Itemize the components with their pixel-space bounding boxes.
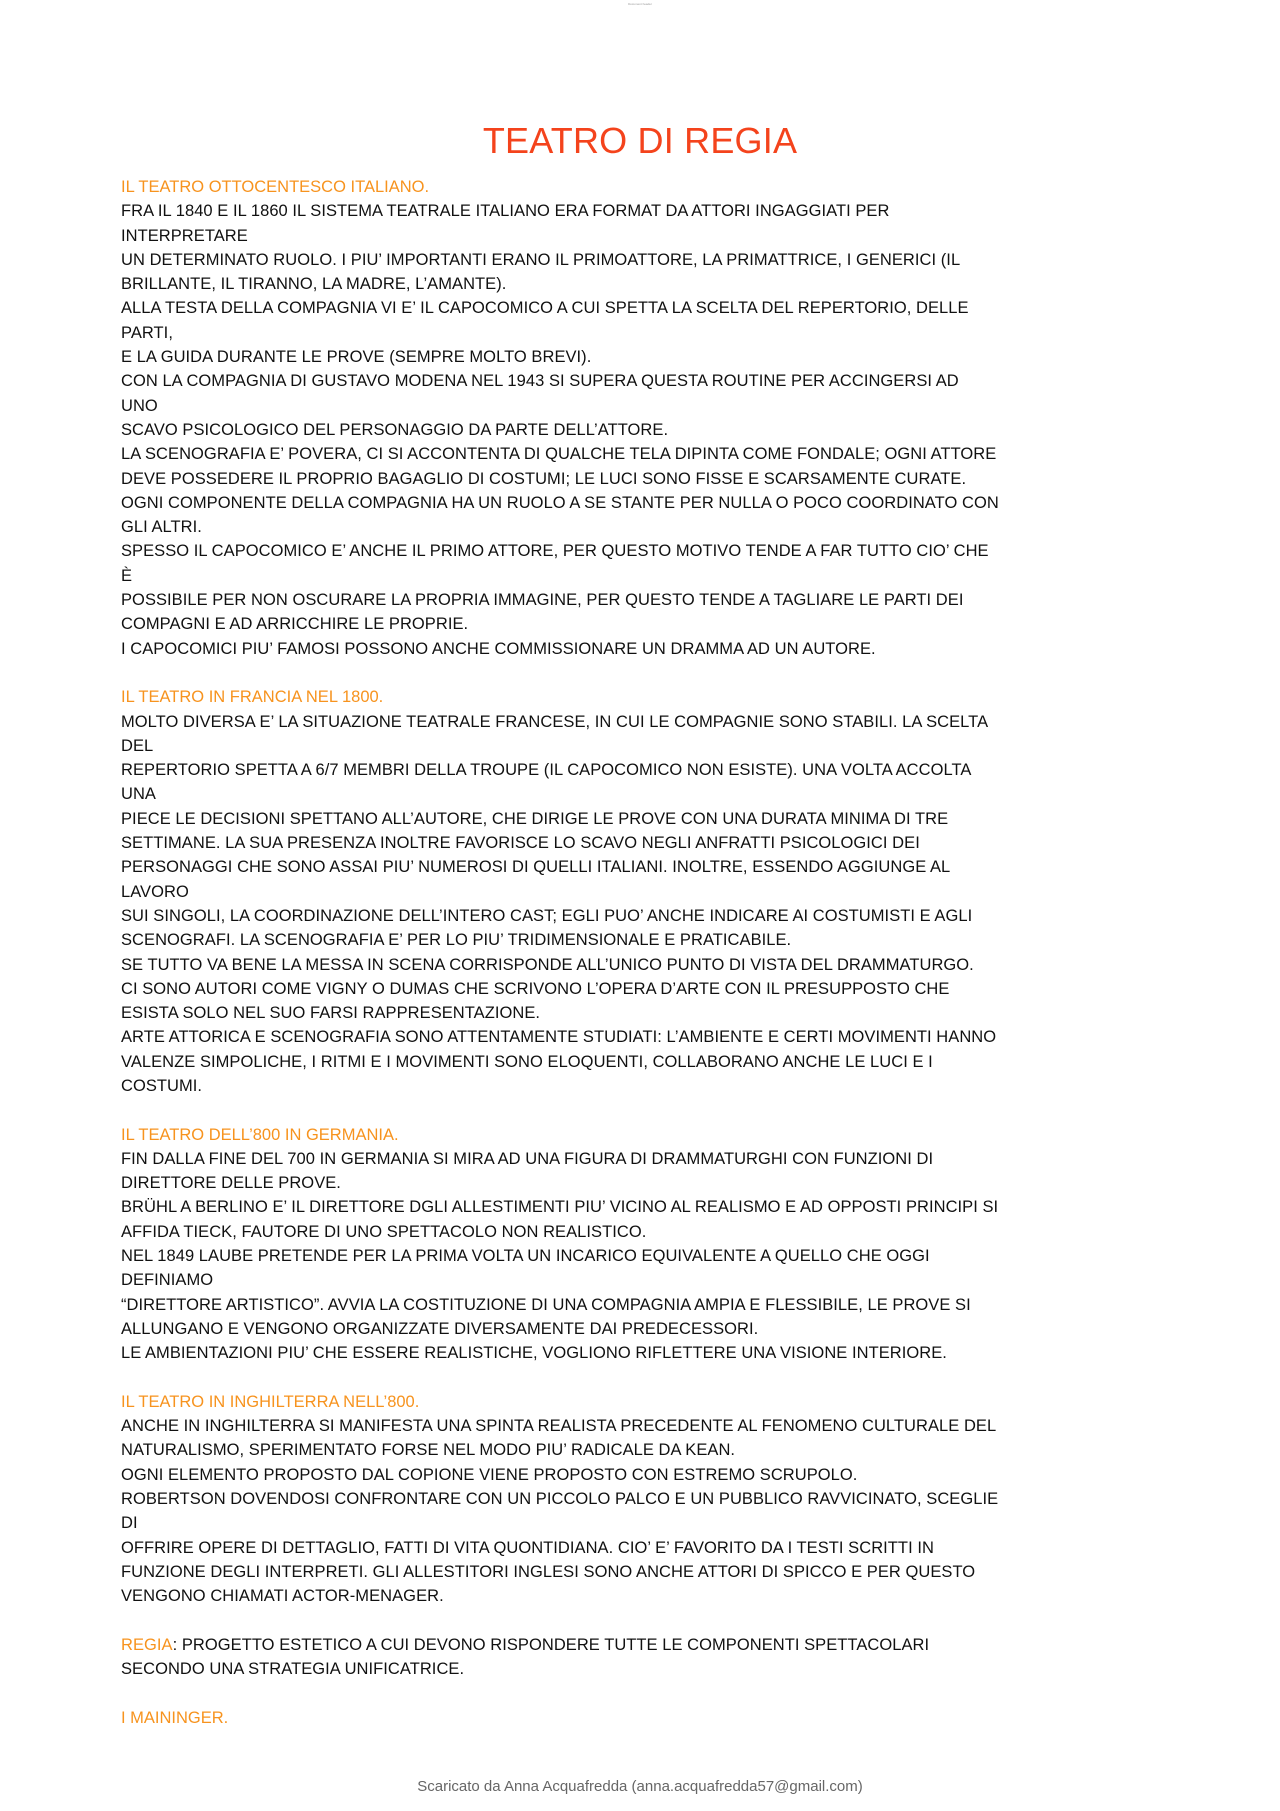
text-line: SUI SINGOLI, LA COORDINAZIONE DELL’INTERO CAST; EGLI PUO’ ANCHE INDICARE AI COSTUMISTI E AGLI (121, 906, 973, 925)
text-line: DIRETTORE DELLE PROVE. (121, 1174, 341, 1193)
text-line: BRÜHL A BERLINO E’ IL DIRETTORE DGLI ALLESTIMENTI PIU’ VICINO AL REALISMO E AD OPPOSTI PRINCIPI SI (121, 1198, 999, 1217)
text-line: ALLA TESTA DELLA COMPAGNIA VI E’ IL CAPOCOMICO A CUI SPETTA LA SCELTA DEL REPERTORIO, DELLE (121, 299, 969, 318)
section-francia (121, 685, 1171, 1098)
spacer (121, 1366, 1171, 1390)
text-line: I CAPOCOMICI PIU’ FAMOSI POSSONO ANCHE COMMISSIONARE UN DRAMMA AD UN AUTORE. (121, 639, 876, 658)
text-line: MOLTO DIVERSA E’ LA SITUAZIONE TEATRALE FRANCESE, IN CUI LE COMPAGNIE SONO STABILI. LA SCELTA (121, 712, 989, 731)
document-body (121, 175, 1171, 1730)
text-line: LE AMBIENTAZIONI PIU’ CHE ESSERE REALISTICHE, VOGLIONO RIFLETTERE UNA VISIONE INTERIORE. (121, 1344, 947, 1363)
regia-definition-text: : PROGETTO ESTETICO A CUI DEVONO RISPONDERE TUTTE LE COMPONENTI SPETTACOLARI (172, 1635, 930, 1654)
text-line: UNO (121, 396, 158, 415)
section-italia (121, 175, 1171, 661)
regia-line (121, 1633, 1171, 1657)
spacer (121, 1681, 1171, 1705)
text-line: FRA IL 1840 E IL 1860 IL SISTEMA TEATRALE ITALIANO ERA FORMAT DA ATTORI INGAGGIATI PER (121, 202, 890, 221)
text-line: OFFRIRE OPERE DI DETTAGLIO, FATTI DI VITA QUONTIDIANA. CIO’ E’ FAVORITO DA I TESTI SCRITTI IN (121, 1538, 934, 1557)
text-line: “DIRETTORE ARTISTICO”. AVVIA LA COSTITUZIONE DI UNA COMPAGNIA AMPIA E FLESSIBILE, LE PROVE SI (121, 1295, 971, 1314)
text-line: GLI ALTRI. (121, 518, 202, 537)
text-line: ARTE ATTORICA E SCENOGRAFIA SONO ATTENTAMENTE STUDIATI: L’AMBIENTE E CERTI MOVIMENTI HANNO (121, 1028, 997, 1047)
text-line: UNA (121, 785, 156, 804)
text-line: SECONDO UNA STRATEGIA UNIFICATRICE. (121, 1660, 465, 1679)
section-inghilterra (121, 1390, 1171, 1609)
page-title: TEATRO DI REGIA (482, 120, 798, 161)
section-heading-maininger: I MAININGER. (121, 1708, 229, 1727)
text-line: LAVORO (121, 882, 189, 901)
text-line: DEVE POSSEDERE IL PROPRIO BAGAGLIO DI COSTUMI; LE LUCI SONO FISSE E SCARSAMENTE CURATE. (121, 469, 967, 488)
section-heading: IL TEATRO OTTOCENTESCO ITALIANO. (121, 178, 430, 196)
text-line: NEL 1849 LAUBE PRETENDE PER LA PRIMA VOLTA UN INCARICO EQUIVALENTE A QUELLO CHE OGGI (121, 1247, 930, 1266)
text-line: SCENOGRAFI. LA SCENOGRAFIA E’ PER LO PIU’ TRIDIMENSIONALE E PRATICABILE. (121, 931, 792, 950)
text-line: LA SCENOGRAFIA E’ POVERA, CI SI ACCONTENTA DI QUALCHE TELA DIPINTA COME FONDALE; OGNI ATTORE (121, 445, 997, 464)
text-line: UN DETERMINATO RUOLO. I PIU’ IMPORTANTI ERANO IL PRIMOATTORE, LA PRIMATTRICE, I GENERICI (IL (121, 250, 961, 269)
text-line: OGNI ELEMENTO PROPOSTO DAL COPIONE VIENE PROPOSTO CON ESTREMO SCRUPOLO. (121, 1465, 858, 1484)
text-line: COSTUMI. (121, 1076, 203, 1095)
text-line: ROBERTSON DOVENDOSI CONFRONTARE CON UN PICCOLO PALCO E UN PUBBLICO RAVVICINATO, SCEGLIE (121, 1490, 999, 1509)
text-line: ANCHE IN INGHILTERRA SI MANIFESTA UNA SPINTA REALISTA PRECEDENTE AL FENOMENO CULTURALE DEL (121, 1417, 997, 1436)
text-line: REPERTORIO SPETTA A 6/7 MEMBRI DELLA TROUPE (IL CAPOCOMICO NON ESISTE). UNA VOLTA ACCOLTA (121, 761, 972, 780)
text-line: SCAVO PSICOLOGICO DEL PERSONAGGIO DA PARTE DELL’ATTORE. (121, 420, 669, 439)
text-line: POSSIBILE PER NON OSCURARE LA PROPRIA IMMAGINE, PER QUESTO TENDE A TAGLIARE LE PARTI DEI (121, 591, 964, 610)
text-line: SETTIMANE. LA SUA PRESENZA INOLTRE FAVORISCE LO SCAVO NEGLI ANFRATTI PSICOLOGICI DEI (121, 834, 920, 853)
spacer (121, 1609, 1171, 1633)
section-germania (121, 1123, 1171, 1366)
text-line: VENGONO CHIAMATI ACTOR-MENAGER. (121, 1587, 444, 1606)
download-footer: Scaricato da Anna Acquafredda (anna.acquafredda57@gmail.com) (417, 1778, 863, 1795)
regia-term: REGIA (121, 1635, 173, 1654)
spacer (121, 661, 1171, 685)
text-line: PERSONAGGI CHE SONO ASSAI PIU’ NUMEROSI DI QUELLI ITALIANI. INOLTRE, ESSENDO AGGIUNGE AL (121, 858, 951, 877)
section-heading: IL TEATRO IN INGHILTERRA NELL’800. (121, 1392, 420, 1411)
text-line: CI SONO AUTORI COME VIGNY O DUMAS CHE SCRIVONO L’OPERA D’ARTE CON IL PRESUPPOSTO CHE (121, 979, 950, 998)
text-line: BRILLANTE, IL TIRANNO, LA MADRE, L’AMANTE). (121, 275, 507, 294)
text-line: PARTI, (121, 323, 173, 342)
header-mark: Document header (628, 2, 652, 6)
text-line: OGNI COMPONENTE DELLA COMPAGNIA HA UN RUOLO A SE STANTE PER NULLA O POCO COORDINATO CON (121, 493, 999, 512)
regia-definition (121, 1633, 1171, 1682)
text-line: VALENZE SIMPOLICHE, I RITMI E I MOVIMENTI SONO ELOQUENTI, COLLABORANO ANCHE LE LUCI E I (121, 1052, 933, 1071)
text-line: DI (121, 1514, 138, 1533)
text-line: ALLUNGANO E VENGONO ORGANIZZATE DIVERSAMENTE DAI PREDECESSORI. (121, 1319, 759, 1338)
text-line: NATURALISMO, SPERIMENTATO FORSE NEL MODO PIU’ RADICALE DA KEAN. (121, 1441, 736, 1460)
text-line: DEL (121, 736, 154, 755)
spacer (121, 1098, 1171, 1122)
text-line: È (121, 566, 133, 585)
section-heading: IL TEATRO DELL’800 IN GERMANIA. (121, 1125, 399, 1144)
text-line: SE TUTTO VA BENE LA MESSA IN SCENA CORRISPONDE ALL’UNICO PUNTO DI VISTA DEL DRAMMATURGO. (121, 955, 974, 974)
text-line: SPESSO IL CAPOCOMICO E’ ANCHE IL PRIMO ATTORE, PER QUESTO MOTIVO TENDE A FAR TUTTO CIO’ CHE (121, 542, 989, 561)
text-line: ESISTA SOLO NEL SUO FARSI RAPPRESENTAZIONE. (121, 1004, 541, 1023)
text-line: COMPAGNI E AD ARRICCHIRE LE PROPRIE. (121, 615, 469, 634)
text-line: E LA GUIDA DURANTE LE PROVE (SEMPRE MOLTO BREVI). (121, 348, 592, 367)
section-heading: IL TEATRO IN FRANCIA NEL 1800. (121, 688, 384, 707)
text-line: INTERPRETARE (121, 226, 248, 245)
text-line: FIN DALLA FINE DEL 700 IN GERMANIA SI MIRA AD UNA FIGURA DI DRAMMATURGHI CON FUNZIONI DI (121, 1149, 934, 1168)
text-line: CON LA COMPAGNIA DI GUSTAVO MODENA NEL 1943 SI SUPERA QUESTA ROUTINE PER ACCINGERSI AD (121, 372, 959, 391)
text-line: AFFIDA TIECK, FAUTORE DI UNO SPETTACOLO NON REALISTICO. (121, 1222, 647, 1241)
text-line: FUNZIONE DEGLI INTERPRETI. GLI ALLESTITORI INGLESI SONO ANCHE ATTORI DI SPICCO E PER QUESTO (121, 1562, 976, 1581)
text-line: PIECE LE DECISIONI SPETTANO ALL’AUTORE, CHE DIRIGE LE PROVE CON UNA DURATA MINIMA DI TRE (121, 809, 949, 828)
text-line: DEFINIAMO (121, 1271, 214, 1290)
